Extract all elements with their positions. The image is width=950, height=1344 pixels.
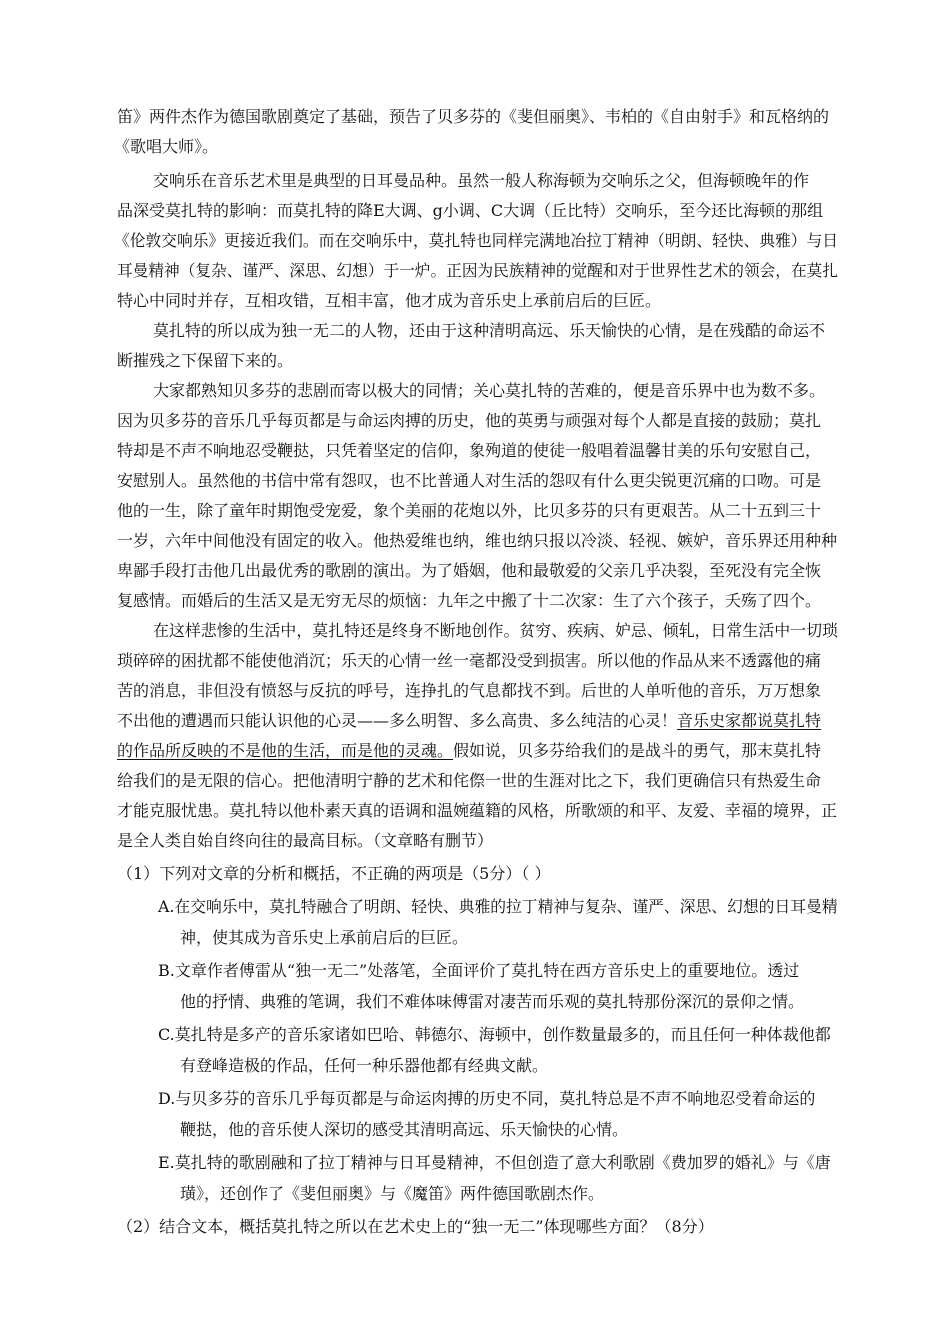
option-e: E.莫扎特的歌剧融和了拉丁精神与日耳曼精神，不但创造了意大利歌剧《费加罗的婚礼》与《唐 — [158, 1153, 831, 1172]
text-line-mixed — [117, 741, 821, 761]
text-line: 在这样悲惨的生活中，莫扎特还是终身不断地创作。贫穷、疾病、妒忌、倾轧，日常生活中一切琐 — [153, 621, 838, 640]
text-line: 苦的消息，非但没有愤怒与反抗的呼号，连挣扎的气息都找不到。后世的人单听他的音乐，万万想象 — [117, 681, 822, 700]
text-line: 特却是不声不响地忍受鞭挞，只凭着坚定的信仰，象殉道的使徒一般唱着温馨甘美的乐句安慰自己， — [117, 441, 822, 460]
text-line: 交响乐在音乐艺术里是典型的日耳曼品种。虽然一般人称海顿为交响乐之父，但海顿晚年的作 — [153, 171, 810, 190]
option-b: B.文章作者傅雷从“独一无二”处落笔，全面评价了莫扎特在西方音乐史上的重要地位。透过 — [158, 961, 800, 980]
text-line: 复感情。而婚后的生活又是无穷无尽的烦恼：九年之中搬了十二次家：生了六个孩子，夭殇了四个。 — [117, 591, 822, 610]
text-line: 才能克服忧患。莫扎特以他朴素天真的语调和温婉蕴籍的风格，所歌颂的和平、友爱、幸福的境界，正 — [117, 801, 838, 820]
text-line: 《歌唱大师》。 — [114, 137, 219, 156]
option-b-cont: 他的抒情、典雅的笔调，我们不难体味傅雷对凄苦而乐观的莫扎特那份深沉的景仰之情。 — [180, 992, 805, 1011]
text-line: 莫扎特的所以成为独一无二的人物，还由于这种清明高远、乐天愉快的心情，是在残酷的命运不 — [153, 321, 826, 340]
text-span: 假如说，贝多芬给我们的是战斗的勇气，那末莫扎特 — [453, 741, 822, 760]
text-line: 安慰别人。虽然他的书信中常有怨叹，也不比普通人对生活的怨叹有什么更尖锐更沉痛的口吻。可是 — [117, 471, 822, 490]
text-line — [117, 711, 821, 731]
option-e-cont: 璜》，还创作了《斐但丽奥》与《魔笛》两件德国歌剧杰作。 — [180, 1184, 605, 1203]
text-span: 不出他的遭遇而只能认识他的心灵——多么明智、多么高贵、多么纯洁的心灵！ — [117, 711, 678, 730]
text-line: 卑鄙手段打击他几出最优秀的歌剧的演出。为了婚姻，他和最敬爱的父亲几乎决裂，至死没有完全恢 — [117, 561, 822, 580]
text-line: 给我们的是无限的信心。把他清明宁静的艺术和侘傺一世的生涯对比之下，我们更确信只有热爱生命 — [117, 771, 822, 790]
question-stem: （1）下列对文章的分析和概括，不正确的两项是（5分）（ ） — [117, 864, 551, 883]
text-line: 他的一生，除了童年时期饱受宠爱，象个美丽的花炮以外，比贝多芬的只有更艰苦。从二十五到三十 — [117, 501, 822, 520]
underlined-sentence: 音乐史家都说莫扎特 — [677, 711, 822, 730]
option-a-cont: 神，使其成为音乐史上承前启后的巨匠。 — [180, 928, 469, 947]
text-line: 笛》两件杰作为德国歌剧奠定了基础，预告了贝多芬的《斐但丽奥》、韦柏的《自由射手》和瓦格纳的 — [117, 107, 830, 126]
text-line: 是全人类自始自终向往的最高目标。（文章略有删节） — [117, 831, 494, 850]
text-line: 断摧残之下保留下来的。 — [117, 351, 294, 370]
option-d-cont: 鞭挞，他的音乐使人深切的感受其清明高远、乐天愉快的心情。 — [180, 1120, 629, 1139]
option-a: A.在交响乐中，莫扎特融合了明朗、轻快、典雅的拉丁精神与复杂、谨严、深思、幻想的日耳曼精 — [158, 897, 838, 916]
option-c-cont: 有登峰造极的作品，任何一种乐器他都有经典文献。 — [180, 1056, 549, 1075]
text-line: 大家都熟知贝多芬的悲剧而寄以极大的同情；关心莫扎特的苦难的，便是音乐界中也为数不多。 — [153, 381, 826, 400]
question-stem: （2）结合文本，概括莫扎特之所以在艺术史上的“独一无二”体现哪些方面？（8分） — [117, 1217, 714, 1236]
option-c: C.莫扎特是多产的音乐家诸如巴哈、韩德尔、海顿中，创作数量最多的，而且任何一种体裁他都 — [158, 1025, 831, 1044]
text-line: 品深受莫扎特的影响：而莫扎特的降E大调、g小调、C大调（丘比特）交响乐，至今还比海顿的那组 — [117, 201, 824, 220]
option-d: D.与贝多芬的音乐几乎每页都是与命运肉搏的历史不同，莫扎特总是不声不响地忍受着命运的 — [158, 1089, 816, 1108]
text-line: 特心中同时并存，互相攻错，互相丰富，他才成为音乐史上承前启后的巨匠。 — [117, 291, 662, 310]
text-line: 琐碎碎的困扰都不能使他消沉；乐天的心情一丝一毫都没受到损害。所以他的作品从来不透露他的痛 — [117, 651, 822, 670]
underlined-sentence: 的作品所反映的不是他的生活，而是他的灵魂。 — [117, 741, 454, 760]
text-line: 《伦敦交响乐》更接近我们。而在交响乐中，莫扎特也同样完满地冶拉丁精神（明朗、轻快、典雅）与日 — [114, 231, 839, 250]
text-line: 耳曼精神（复杂、谨严、深思、幻想）于一炉。正因为民族精神的觉醒和对于世界性艺术的领会，在莫扎 — [117, 261, 839, 280]
text-line: 一岁，六年中间他没有固定的收入。他热爱维也纳，维也纳只报以冷淡、轻视、嫉妒，音乐界还用种种 — [117, 531, 838, 550]
text-line: 因为贝多芬的音乐几乎每页都是与命运肉搏的历史，他的英勇与顽强对每个人都是直接的鼓励；莫扎 — [117, 411, 822, 430]
